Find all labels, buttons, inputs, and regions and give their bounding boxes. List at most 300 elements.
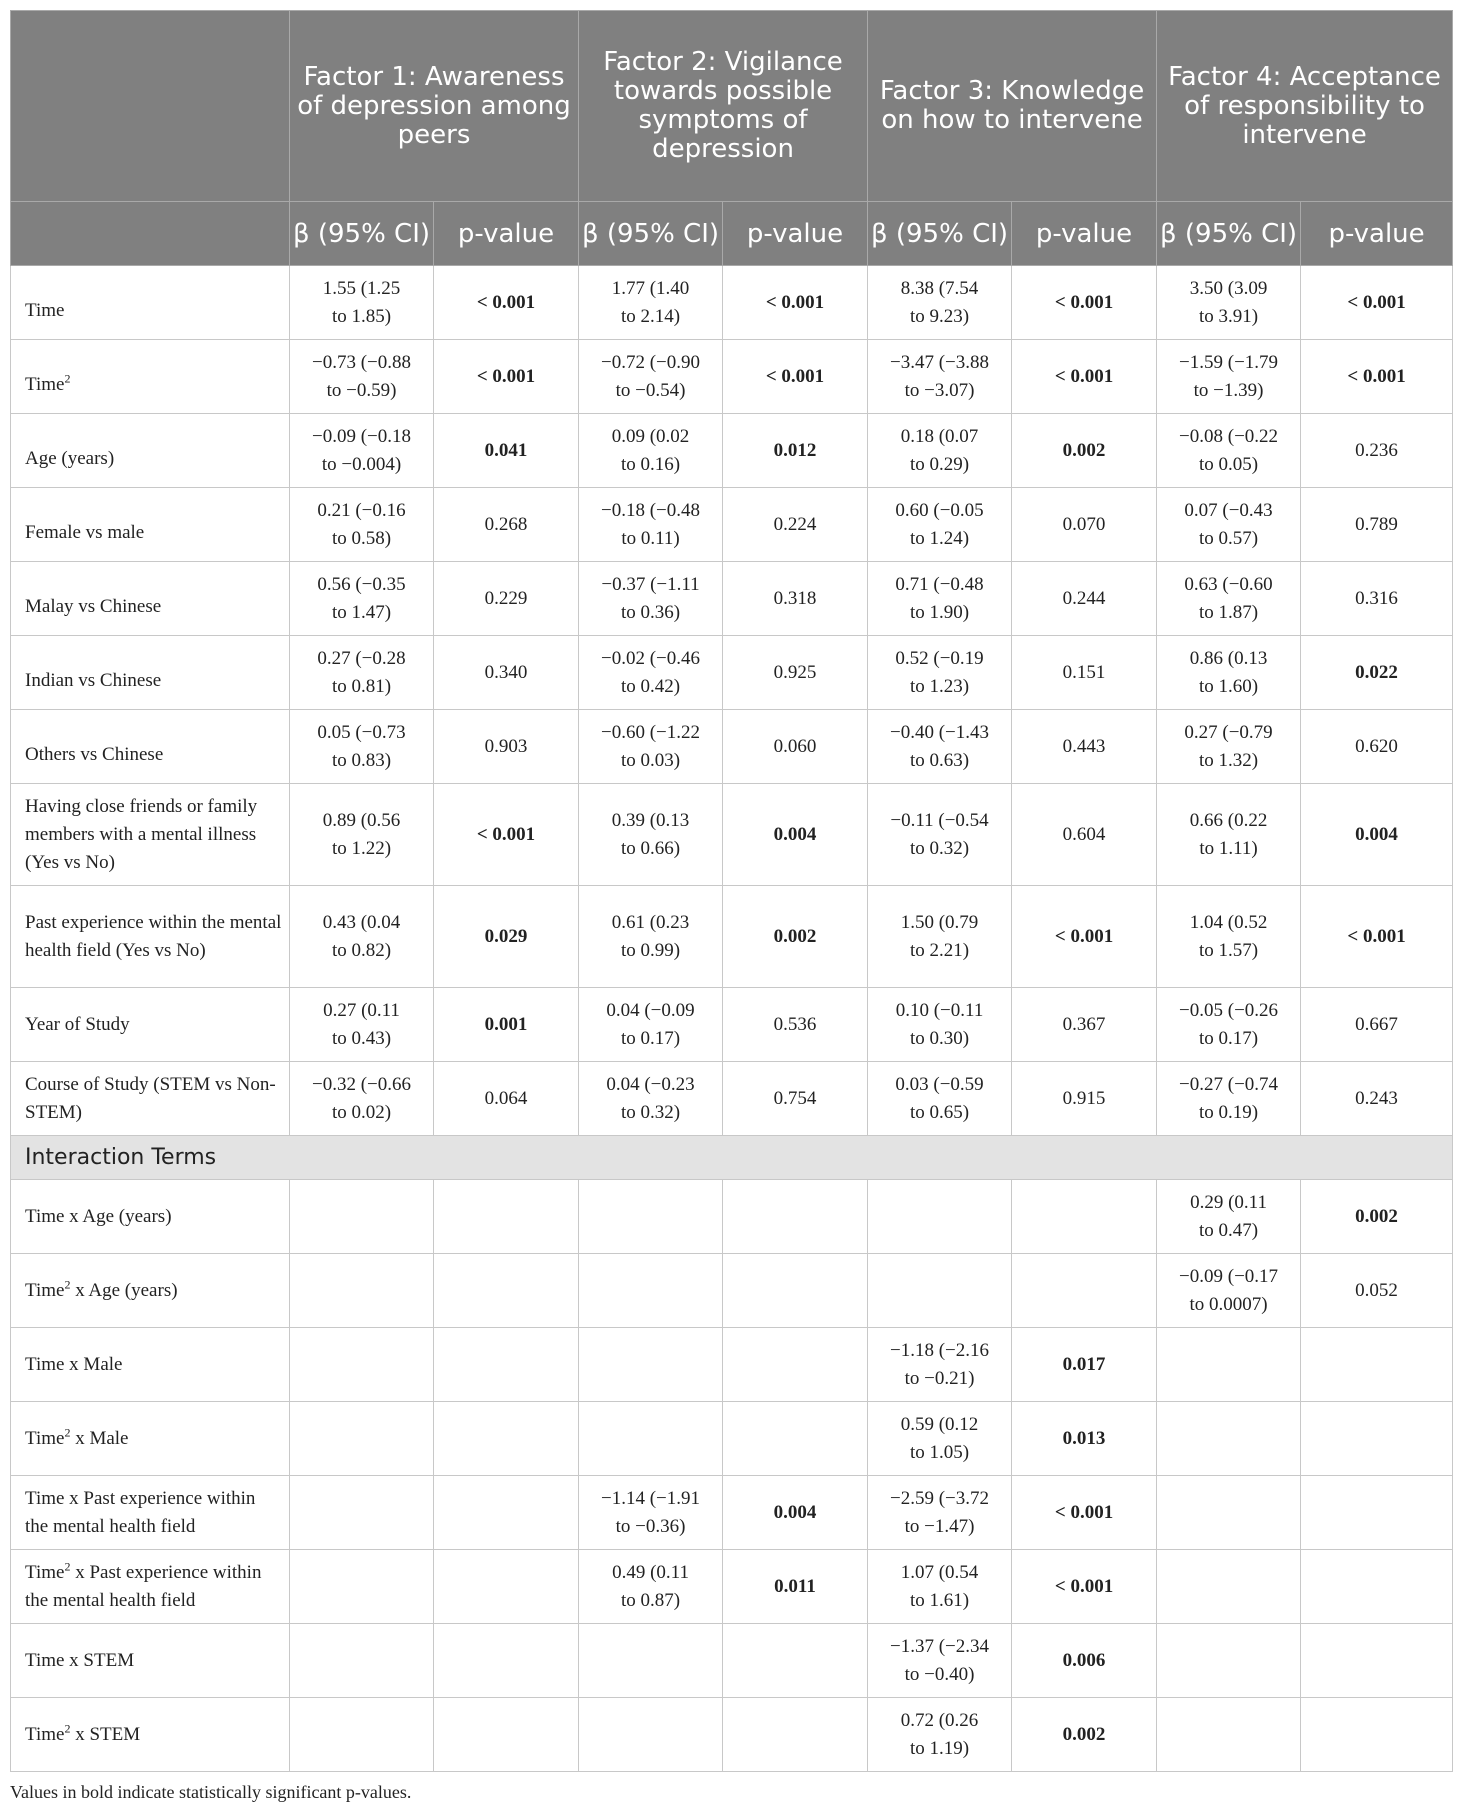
row-label: [11, 1328, 290, 1402]
ci-line: to 1.87): [1198, 601, 1259, 623]
beta-ci-cell: [579, 1180, 723, 1254]
beta-ci-cell: [579, 1698, 723, 1772]
ci-line: to 0.0007): [1189, 1293, 1268, 1315]
ci-line: to 0.57): [1198, 527, 1259, 549]
beta-ci-cell: [579, 988, 723, 1062]
ci-line: to 0.19): [1198, 1101, 1259, 1123]
table-row: [11, 1624, 1453, 1698]
row-label-text: Time: [25, 1279, 65, 1301]
ci-line: to 0.05): [1198, 453, 1259, 475]
table-row: [11, 1698, 1453, 1772]
p-value-cell: 0.268: [434, 488, 579, 562]
table-row: [11, 562, 1453, 636]
ci-line: to 0.17): [1198, 1027, 1259, 1049]
ci-line: 0.27 (0.11: [323, 999, 400, 1021]
section-row: [11, 1136, 1453, 1180]
ci-line: to 1.11): [1199, 837, 1258, 859]
corner-cell-2: [11, 202, 290, 266]
section-label: Interaction Terms: [11, 1136, 1453, 1180]
ci-line: to −0.21): [904, 1367, 975, 1389]
row-label: [11, 266, 290, 340]
beta-ci-cell: [868, 1550, 1012, 1624]
ci-line: 1.50 (0.79: [900, 911, 979, 933]
beta-ci-cell: [290, 1550, 434, 1624]
p-value-cell: 0.236: [1301, 414, 1453, 488]
p-value-cell: 0.002: [1012, 1698, 1157, 1772]
ci-line: 0.21 (−0.16: [317, 499, 406, 521]
row-label-superscript: 2: [64, 1559, 71, 1574]
p-value-cell: [434, 1698, 579, 1772]
beta-ci-cell: [579, 488, 723, 562]
beta-ci-cell: [1157, 1062, 1301, 1136]
ci-line: to 0.63): [909, 749, 970, 771]
ci-line: −0.18 (−0.48: [601, 499, 701, 521]
p-value-cell: [1301, 1698, 1453, 1772]
ci-line: to 1.24): [909, 527, 970, 549]
p-value-cell: 0.318: [723, 562, 868, 636]
beta-ci-cell: [290, 414, 434, 488]
p-value-cell: < 0.001: [1012, 266, 1157, 340]
table-row: [11, 488, 1453, 562]
p-value-cell: 0.903: [434, 710, 579, 784]
table-footnote: Values in bold indicate statistically significant p-values.: [10, 1782, 412, 1802]
beta-ci-cell: [290, 562, 434, 636]
row-label-text: Female vs male: [25, 522, 145, 543]
p-value-cell: [723, 1402, 868, 1476]
beta-ci-cell: [579, 1624, 723, 1698]
p-value-cell: 0.789: [1301, 488, 1453, 562]
ci-line: to 0.83): [331, 749, 392, 771]
row-label-text: Malay vs Chinese: [25, 596, 162, 617]
p-value-cell: < 0.001: [434, 784, 579, 886]
p-value-cell: 0.029: [434, 886, 579, 988]
beta-ci-cell: [868, 414, 1012, 488]
row-label: [11, 710, 290, 784]
p-value-cell: < 0.001: [723, 340, 868, 414]
ci-line: to −1.47): [904, 1515, 975, 1537]
ci-line: to 1.23): [909, 675, 970, 697]
p-value-cell: 0.006: [1012, 1624, 1157, 1698]
ci-line: to 0.66): [620, 837, 681, 859]
factor-1-header: Factor 1: Awareness of depression among peers: [290, 11, 579, 202]
p-value-cell: 0.004: [723, 784, 868, 886]
beta-header: β (95% CI): [579, 202, 723, 266]
ci-line: −0.60 (−1.22: [601, 721, 701, 743]
column-header-row: [11, 202, 1453, 266]
p-value-cell: < 0.001: [1012, 340, 1157, 414]
row-label-rest: x Past experience within the mental health field: [25, 1561, 262, 1611]
table-row: [11, 886, 1453, 988]
ci-line: to 1.61): [909, 1589, 970, 1611]
p-value-cell: 0.004: [723, 1476, 868, 1550]
ci-line: to −0.54): [615, 379, 686, 401]
beta-ci-cell: [1157, 784, 1301, 886]
row-label: [11, 886, 290, 988]
p-value-cell: [723, 1328, 868, 1402]
p-value-header: p-value: [434, 202, 579, 266]
row-label: [11, 1476, 290, 1550]
row-label-text: Others vs Chinese: [25, 744, 164, 765]
row-label-text: Past experience within the mental health field (Yes vs No): [25, 911, 282, 961]
p-value-cell: < 0.001: [1012, 1550, 1157, 1624]
ci-line: to 2.14): [620, 305, 681, 327]
ci-line: to 0.82): [331, 939, 392, 961]
beta-ci-cell: [579, 414, 723, 488]
row-label-superscript: 2: [64, 1277, 71, 1292]
table-row: [11, 266, 1453, 340]
ci-line: −0.11 (−0.54: [890, 809, 989, 831]
ci-line: to 0.17): [620, 1027, 681, 1049]
p-value-cell: [434, 1254, 579, 1328]
p-value-cell: < 0.001: [723, 266, 868, 340]
beta-ci-cell: [290, 340, 434, 414]
p-value-cell: 0.367: [1012, 988, 1157, 1062]
p-value-cell: 0.064: [434, 1062, 579, 1136]
ci-line: −0.05 (−0.26: [1179, 999, 1279, 1021]
ci-line: 0.72 (0.26: [900, 1709, 979, 1731]
beta-ci-cell: [579, 1062, 723, 1136]
p-value-cell: < 0.001: [434, 266, 579, 340]
row-label-text: Time x Age (years): [25, 1205, 172, 1227]
p-value-cell: [434, 1550, 579, 1624]
p-value-cell: 0.002: [723, 886, 868, 988]
ci-line: to 0.99): [620, 939, 681, 961]
beta-ci-cell: [290, 886, 434, 988]
table-row: [11, 1254, 1453, 1328]
row-label-text: Time x STEM: [25, 1649, 135, 1671]
beta-ci-cell: [1157, 340, 1301, 414]
beta-ci-cell: [579, 886, 723, 988]
ci-line: 0.18 (0.07: [900, 425, 979, 447]
ci-line: −0.40 (−1.43: [890, 721, 990, 743]
ci-line: to 0.43): [331, 1027, 392, 1049]
ci-line: −0.08 (−0.22: [1179, 425, 1279, 447]
ci-line: to 0.02): [331, 1101, 392, 1123]
ci-line: −3.47 (−3.88: [890, 351, 990, 373]
ci-line: 0.61 (0.23: [611, 911, 690, 933]
beta-ci-cell: [1157, 886, 1301, 988]
row-label-rest: x Male: [70, 1427, 129, 1449]
row-label-superscript: 2: [64, 1721, 71, 1736]
p-value-cell: 0.925: [723, 636, 868, 710]
table-row: [11, 988, 1453, 1062]
p-value-cell: < 0.001: [1012, 1476, 1157, 1550]
ci-line: to 0.65): [909, 1101, 970, 1123]
beta-ci-cell: [1157, 1624, 1301, 1698]
factor-4-header: Factor 4: Acceptance of responsibility to intervene: [1157, 11, 1453, 202]
p-value-cell: 0.041: [434, 414, 579, 488]
p-value-cell: 0.340: [434, 636, 579, 710]
p-value-cell: [434, 1402, 579, 1476]
ci-line: 0.59 (0.12: [900, 1413, 979, 1435]
ci-line: 0.04 (−0.09: [606, 999, 695, 1021]
beta-ci-cell: [579, 636, 723, 710]
beta-ci-cell: [868, 266, 1012, 340]
row-label: [11, 1254, 290, 1328]
beta-ci-cell: [579, 340, 723, 414]
row-label-text: Course of Study (STEM vs Non-STEM): [25, 1073, 276, 1123]
ci-line: to 0.03): [620, 749, 681, 771]
beta-ci-cell: [579, 784, 723, 886]
row-label: [11, 1402, 290, 1476]
table-row: [11, 1328, 1453, 1402]
ci-line: 0.52 (−0.19: [895, 647, 984, 669]
beta-ci-cell: [290, 1698, 434, 1772]
beta-ci-cell: [579, 1476, 723, 1550]
ci-line: to 2.21): [909, 939, 970, 961]
beta-ci-cell: [1157, 1402, 1301, 1476]
ci-line: 0.66 (0.22: [1189, 809, 1268, 831]
p-value-cell: [723, 1180, 868, 1254]
corner-cell: [11, 11, 290, 202]
p-value-cell: 0.754: [723, 1062, 868, 1136]
beta-header: β (95% CI): [290, 202, 434, 266]
p-value-cell: < 0.001: [434, 340, 579, 414]
beta-ci-cell: [290, 266, 434, 340]
p-value-cell: 0.229: [434, 562, 579, 636]
row-label-text: Time: [25, 1723, 65, 1745]
ci-line: 0.71 (−0.48: [895, 573, 984, 595]
ci-line: to 9.23): [909, 305, 970, 327]
p-value-cell: 0.243: [1301, 1062, 1453, 1136]
table-row: [11, 1062, 1453, 1136]
ci-line: −1.59 (−1.79: [1179, 351, 1279, 373]
ci-line: −0.73 (−0.88: [311, 351, 411, 373]
row-label-rest: x STEM: [70, 1723, 141, 1745]
beta-ci-cell: [1157, 1254, 1301, 1328]
p-value-cell: 0.004: [1301, 784, 1453, 886]
ci-line: to 0.11): [621, 527, 680, 549]
p-value-cell: 0.151: [1012, 636, 1157, 710]
beta-ci-cell: [1157, 1550, 1301, 1624]
row-label-text: Time: [25, 300, 65, 321]
ci-line: to 1.47): [331, 601, 392, 623]
ci-line: to 0.36): [620, 601, 681, 623]
beta-ci-cell: [868, 488, 1012, 562]
p-value-cell: [723, 1698, 868, 1772]
beta-ci-cell: [868, 1062, 1012, 1136]
p-value-cell: 0.012: [723, 414, 868, 488]
beta-ci-cell: [868, 562, 1012, 636]
row-label-text: Time x Past experience within the mental health field: [25, 1487, 256, 1537]
p-value-cell: [1012, 1180, 1157, 1254]
p-value-cell: [434, 1624, 579, 1698]
ci-line: 0.89 (0.56: [322, 809, 401, 831]
p-value-cell: [1301, 1624, 1453, 1698]
beta-ci-cell: [290, 636, 434, 710]
beta-ci-cell: [1157, 562, 1301, 636]
ci-line: 0.63 (−0.60: [1184, 573, 1273, 595]
ci-line: to −0.40): [904, 1663, 975, 1685]
ci-line: −0.32 (−0.66: [311, 1073, 411, 1095]
beta-ci-cell: [868, 1624, 1012, 1698]
row-label-text: Year of Study: [25, 1013, 130, 1035]
ci-line: to 0.16): [620, 453, 681, 475]
ci-line: −0.09 (−0.18: [311, 425, 411, 447]
ci-line: to 0.47): [1198, 1219, 1259, 1241]
p-value-cell: 0.070: [1012, 488, 1157, 562]
ci-line: 0.43 (0.04: [322, 911, 401, 933]
row-label: [11, 1062, 290, 1136]
table-container: [10, 10, 1452, 1803]
ci-line: 0.07 (−0.43: [1184, 499, 1273, 521]
ci-line: to 0.32): [909, 837, 970, 859]
p-value-cell: [1012, 1254, 1157, 1328]
table-row: [11, 1402, 1453, 1476]
ci-line: 0.39 (0.13: [611, 809, 690, 831]
p-value-cell: [723, 1254, 868, 1328]
p-value-cell: 0.017: [1012, 1328, 1157, 1402]
ci-line: to 0.58): [331, 527, 392, 549]
ci-line: 8.38 (7.54: [900, 277, 979, 299]
beta-ci-cell: [1157, 710, 1301, 784]
beta-ci-cell: [1157, 414, 1301, 488]
row-label: [11, 784, 290, 886]
row-label-text: Age (years): [25, 448, 115, 469]
ci-line: to 1.60): [1198, 675, 1259, 697]
ci-line: to 1.05): [909, 1441, 970, 1463]
beta-ci-cell: [1157, 488, 1301, 562]
row-label: [11, 414, 290, 488]
ci-line: 1.77 (1.40: [611, 277, 690, 299]
beta-ci-cell: [290, 988, 434, 1062]
p-value-cell: 0.443: [1012, 710, 1157, 784]
row-label-text: Time x Male: [25, 1353, 123, 1375]
row-label: [11, 1698, 290, 1772]
beta-ci-cell: [868, 1476, 1012, 1550]
row-label-text: Time: [25, 374, 65, 395]
table-row: [11, 1476, 1453, 1550]
ci-line: to −0.004): [321, 453, 402, 475]
ci-line: to −1.39): [1193, 379, 1264, 401]
ci-line: 1.55 (1.25: [322, 277, 401, 299]
row-label: [11, 562, 290, 636]
beta-header: β (95% CI): [868, 202, 1012, 266]
ci-line: 0.60 (−0.05: [895, 499, 984, 521]
beta-ci-cell: [290, 1328, 434, 1402]
beta-ci-cell: [579, 562, 723, 636]
ci-line: to 0.81): [331, 675, 392, 697]
p-value-cell: < 0.001: [1301, 266, 1453, 340]
p-value-cell: [723, 1624, 868, 1698]
table-row: [11, 1550, 1453, 1624]
table-row: [11, 636, 1453, 710]
ci-line: to 1.90): [909, 601, 970, 623]
ci-line: 0.03 (−0.59: [895, 1073, 984, 1095]
ci-line: to 0.87): [620, 1589, 681, 1611]
table-row: [11, 1180, 1453, 1254]
beta-ci-cell: [579, 710, 723, 784]
row-label: [11, 636, 290, 710]
p-value-cell: 0.915: [1012, 1062, 1157, 1136]
p-value-cell: [1301, 1550, 1453, 1624]
p-value-cell: < 0.001: [1301, 340, 1453, 414]
p-value-cell: [1301, 1402, 1453, 1476]
ci-line: to −3.07): [904, 379, 975, 401]
table-row: [11, 710, 1453, 784]
ci-line: to 0.30): [909, 1027, 970, 1049]
p-value-cell: 0.060: [723, 710, 868, 784]
beta-ci-cell: [579, 1550, 723, 1624]
ci-line: −1.37 (−2.34: [890, 1635, 990, 1657]
p-value-cell: 0.002: [1012, 414, 1157, 488]
ci-line: to 1.32): [1198, 749, 1259, 771]
row-label-text: Time: [25, 1427, 65, 1449]
p-value-cell: 0.052: [1301, 1254, 1453, 1328]
p-value-cell: 0.013: [1012, 1402, 1157, 1476]
row-label-text: Indian vs Chinese: [25, 670, 162, 691]
ci-line: to 1.57): [1198, 939, 1259, 961]
row-label-text: Time: [25, 1561, 65, 1583]
ci-line: to 0.42): [620, 675, 681, 697]
ci-line: to 0.29): [909, 453, 970, 475]
ci-line: −0.27 (−0.74: [1179, 1073, 1279, 1095]
beta-ci-cell: [579, 266, 723, 340]
row-label: [11, 1180, 290, 1254]
row-label: [11, 1550, 290, 1624]
p-value-header: p-value: [723, 202, 868, 266]
beta-ci-cell: [868, 710, 1012, 784]
p-value-cell: 0.667: [1301, 988, 1453, 1062]
p-value-cell: 0.224: [723, 488, 868, 562]
ci-line: to 3.91): [1198, 305, 1259, 327]
p-value-cell: [1301, 1328, 1453, 1402]
table-row: [11, 414, 1453, 488]
ci-line: −0.02 (−0.46: [601, 647, 701, 669]
ci-line: −1.14 (−1.91: [601, 1487, 701, 1509]
beta-ci-cell: [290, 1624, 434, 1698]
p-value-cell: 0.536: [723, 988, 868, 1062]
p-value-cell: 0.022: [1301, 636, 1453, 710]
beta-ci-cell: [290, 488, 434, 562]
p-value-cell: < 0.001: [1012, 886, 1157, 988]
ci-line: 0.49 (0.11: [612, 1561, 689, 1583]
beta-header: β (95% CI): [1157, 202, 1301, 266]
p-value-cell: 0.011: [723, 1550, 868, 1624]
p-value-cell: 0.244: [1012, 562, 1157, 636]
ci-line: −0.72 (−0.90: [601, 351, 701, 373]
table-body: [11, 266, 1453, 1772]
p-value-header: p-value: [1012, 202, 1157, 266]
p-value-cell: 0.001: [434, 988, 579, 1062]
ci-line: to −0.36): [615, 1515, 686, 1537]
row-label: [11, 340, 290, 414]
beta-ci-cell: [868, 1402, 1012, 1476]
p-value-header: p-value: [1301, 202, 1453, 266]
beta-ci-cell: [579, 1402, 723, 1476]
p-value-cell: [434, 1180, 579, 1254]
beta-ci-cell: [868, 1180, 1012, 1254]
ci-line: 0.29 (0.11: [1190, 1191, 1267, 1213]
beta-ci-cell: [868, 340, 1012, 414]
ci-line: 1.07 (0.54: [900, 1561, 979, 1583]
beta-ci-cell: [868, 1328, 1012, 1402]
row-label: [11, 988, 290, 1062]
beta-ci-cell: [1157, 1180, 1301, 1254]
beta-ci-cell: [1157, 1476, 1301, 1550]
row-label: [11, 1624, 290, 1698]
ci-line: −0.37 (−1.11: [601, 573, 700, 595]
p-value-cell: [434, 1328, 579, 1402]
beta-ci-cell: [290, 710, 434, 784]
beta-ci-cell: [868, 1698, 1012, 1772]
ci-line: 0.56 (−0.35: [317, 573, 406, 595]
table-row: [11, 340, 1453, 414]
ci-line: 1.04 (0.52: [1189, 911, 1268, 933]
row-label-superscript: 2: [64, 1425, 71, 1440]
beta-ci-cell: [1157, 1328, 1301, 1402]
ci-line: 0.27 (−0.28: [317, 647, 406, 669]
